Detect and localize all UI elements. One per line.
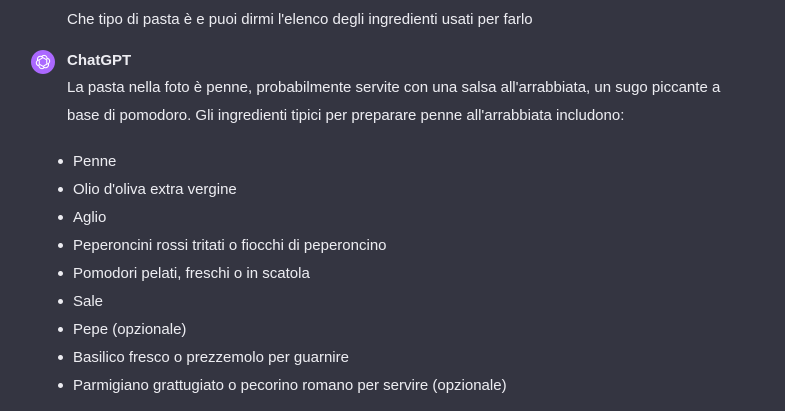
- list-item: [55, 260, 507, 288]
- assistant-name: ChatGPT: [67, 52, 132, 69]
- list-item: [55, 204, 507, 232]
- bullet-icon: [58, 159, 63, 164]
- ingredient-label: Penne: [73, 153, 117, 170]
- bullet-icon: [58, 383, 63, 388]
- ingredient-label: Sale: [73, 293, 104, 310]
- assistant-response: [67, 74, 767, 130]
- bullet-icon: [58, 327, 63, 332]
- ingredient-label: Olio d'oliva extra vergine: [73, 181, 237, 198]
- bullet-icon: [58, 299, 63, 304]
- list-item: [55, 232, 507, 260]
- ingredient-list: [55, 148, 507, 400]
- ingredient-label: Peperoncini rossi tritati o fiocchi di peperoncino: [73, 237, 387, 254]
- bullet-icon: [58, 243, 63, 248]
- bullet-icon: [58, 271, 63, 276]
- bullet-icon: [58, 355, 63, 360]
- ingredient-label: Pomodori pelati, freschi o in scatola: [73, 265, 310, 282]
- list-item: [55, 176, 507, 204]
- ingredient-label: Basilico fresco o prezzemolo per guarnire: [73, 349, 349, 366]
- list-item: [55, 148, 507, 176]
- response-line: La pasta nella foto è penne, probabilmente servite con una salsa all'arrabbiata, un sugo piccante a: [67, 79, 721, 96]
- assistant-avatar: [31, 50, 55, 74]
- ingredient-label: Pepe (opzionale): [73, 321, 187, 338]
- list-item: [55, 372, 507, 400]
- openai-logo-icon: [35, 54, 51, 70]
- ingredient-label: Aglio: [73, 209, 107, 226]
- user-message: Che tipo di pasta è e puoi dirmi l'elenco degli ingredienti usati per farlo: [67, 11, 533, 28]
- bullet-icon: [58, 215, 63, 220]
- list-item: [55, 316, 507, 344]
- response-line: base di pomodoro. Gli ingredienti tipici per preparare penne all'arrabbiata includono:: [67, 107, 625, 124]
- list-item: [55, 288, 507, 316]
- bullet-icon: [58, 187, 63, 192]
- ingredient-label: Parmigiano grattugiato o pecorino romano per servire (opzionale): [73, 377, 507, 394]
- list-item: [55, 344, 507, 372]
